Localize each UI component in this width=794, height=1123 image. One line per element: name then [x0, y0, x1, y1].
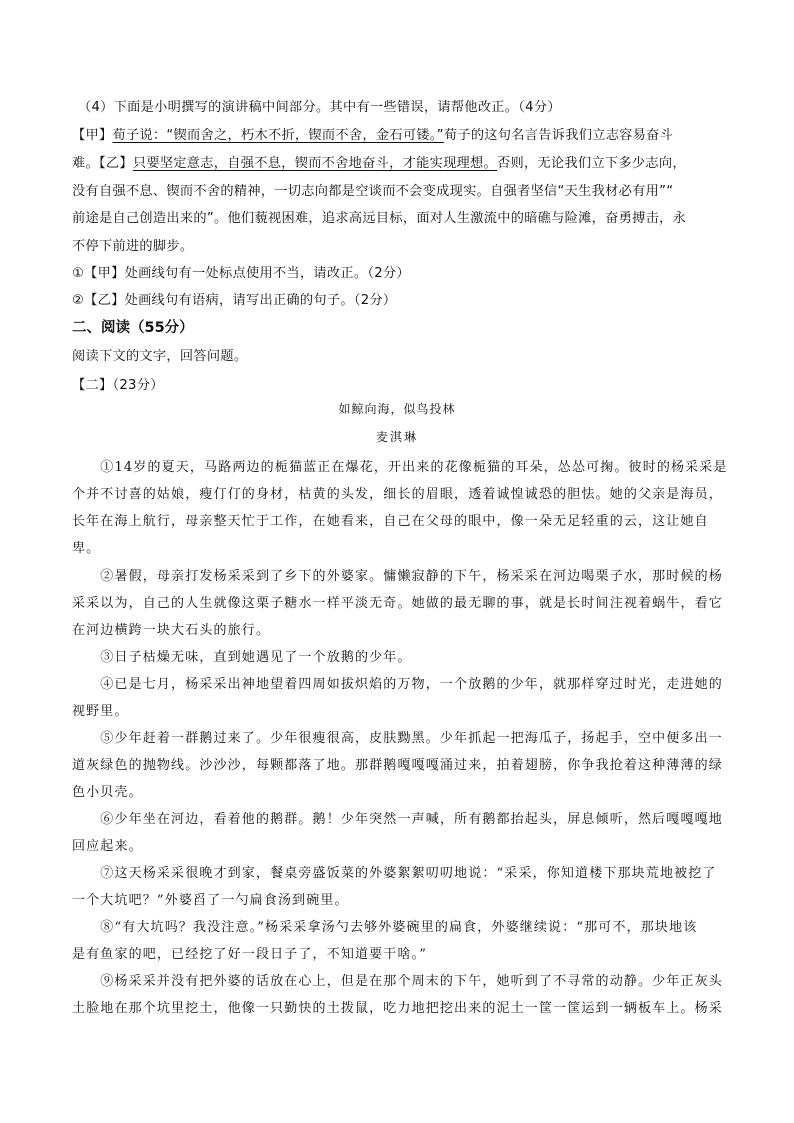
yi-rest-text: 否则，无论我们立下多少志向， — [497, 156, 686, 171]
passage-line: 是有鱼家的吧，已经挖了好一段日子了，不知道要干啥。” — [72, 947, 428, 962]
passage-line: 长年在海上航行，母亲整天忙于工作，在她看来，自己在父母的眼中，像一朵无足轻重的云，这让她自 — [72, 514, 709, 529]
reading-instruction: 阅读下文的文字，回答问题。 — [72, 349, 248, 364]
passage-line: ⑥少年坐在河边，看着他的鹅群。鹅！少年突然一声喊，所有鹅都抬起头，屏息倾听，然后嘎嘎嘎地 — [72, 812, 723, 827]
passage-title: 如鲸向海，似鸟投林 — [338, 402, 456, 416]
passage-line: 回应起来。 — [72, 839, 143, 854]
q4-line-6: 不停下前进的脚步。 — [72, 239, 194, 254]
passage-line: ④已是七月，杨采采出神地望着四周如拔炽焰的万物，一个放鹅的少年，就那样穿过时光，走进她的 — [72, 677, 723, 692]
passage-line: 一个大坑吧？”外婆舀了一勺扁食汤到碗里。 — [72, 893, 349, 908]
passage-line: ⑦这天杨采采很晚才到家，餐桌旁盛饭菜的外婆絮絮叨叨地说：“采采，你知道楼下那块荒地被挖了 — [72, 866, 717, 881]
passage-line: 土脸地在那个坑里挖土，他像一只勤快的土拨鼠，吃力地把挖出来的泥土一筐一筐运到一辆板车上。杨采 — [72, 1001, 723, 1016]
passage-line: 色小贝壳。 — [72, 785, 143, 800]
passage-line: ①14岁的夏天，马路两边的栀猫蓝正在爆花，开出来的花像栀猫的耳朵，怂怂可掬。彼时的杨采采是 — [72, 460, 728, 475]
tag-jia: 【甲】 — [72, 128, 113, 143]
yi-underlined-sentence: 只要坚定意志，自强不息，锲而不舍地奋斗，才能实现理想。 — [132, 156, 498, 171]
q4-line-jia — [72, 124, 673, 143]
q4-prompt: （4）下面是小明撰写的演讲稿中间部分。其中有一些错误，请帮他改正。（4分） — [78, 100, 561, 115]
tag-yi: 【乙】 — [98, 156, 133, 171]
q4-line-4: 没有自强不息、锲而不舍的精神，一切志向都是空谈而不会变成现实。自强者坚信“天生我材必有用”“ — [72, 184, 674, 199]
q4-sub-question-2: ②【乙】处画线句有语病，请写出正确的句子。（2分） — [72, 293, 397, 308]
part-label: 【二】（23分） — [72, 378, 164, 393]
passage-line: ③日子枯燥无味，直到她遇见了一个放鹅的少年。 — [72, 650, 412, 665]
passage-author: 麦淇琳 — [375, 430, 418, 444]
passage-line: 卑。 — [72, 541, 101, 556]
jia-rest-text: 荀子的这句名言告诉我们立志容易奋斗 — [443, 128, 674, 143]
passage-line: ②暑假，母亲打发杨采采到了乡下的外婆家。慵懒寂静的下午，杨采采在河边喝栗子水，那时候的杨 — [72, 569, 723, 584]
q4-line-5: 前途是自己创造出来的”。他们藐视困难，追求高远目标，面对人生激流中的暗礁与险滩，奋勇搏击，永 — [72, 211, 687, 226]
passage-line: ⑧“有大坑吗？我没注意。”杨采采拿汤勺去够外婆碗里的扁食，外婆继续说：“那可不，那块地该 — [72, 920, 698, 935]
passage-line: ⑨杨采采并没有把外婆的话放在心上，但是在那个周末的下午，她听到了不寻常的动静。少年正灰头 — [72, 974, 723, 989]
passage-line: ⑤少年赶着一群鹅过来了。少年很瘦很高，皮肤黝黑。少年抓起一把海瓜子，扬起手，空中便多出一 — [72, 731, 723, 746]
passage-line: 在河边横跨一块大石头的旅行。 — [72, 623, 271, 638]
q4-sub-question-1: ①【甲】处画线句有一处标点使用不当，请改正。（2分） — [72, 266, 410, 281]
passage-line: 视野里。 — [72, 704, 129, 719]
q4-line-yi — [72, 152, 686, 171]
section-heading: 二、阅读（55分） — [72, 320, 194, 336]
passage-line: 个并不讨喜的姑娘，瘦仃仃的身材，枯黄的头发，细长的眉眼，透着诚惶诚恐的胆怯。她的父亲是海员， — [72, 487, 723, 502]
passage-line: 道灰绿色的抛物线。沙沙沙，每颗都落了地。那群鹅嘎嘎嘎涌过来，拍着翅膀，你争我抢着这种薄薄的绿 — [72, 758, 723, 773]
line3-start: 难。 — [72, 156, 99, 171]
passage-line: 采采以为，自己的人生就像这栗子糖水一样平淡无奇。她做的最无聊的事，就是长时间注视着蜗牛，看它 — [72, 596, 723, 611]
jia-underlined-sentence: 荀子说：“锲而舍之，朽木不折，锲而不舍，金石可镂。” — [112, 128, 444, 143]
